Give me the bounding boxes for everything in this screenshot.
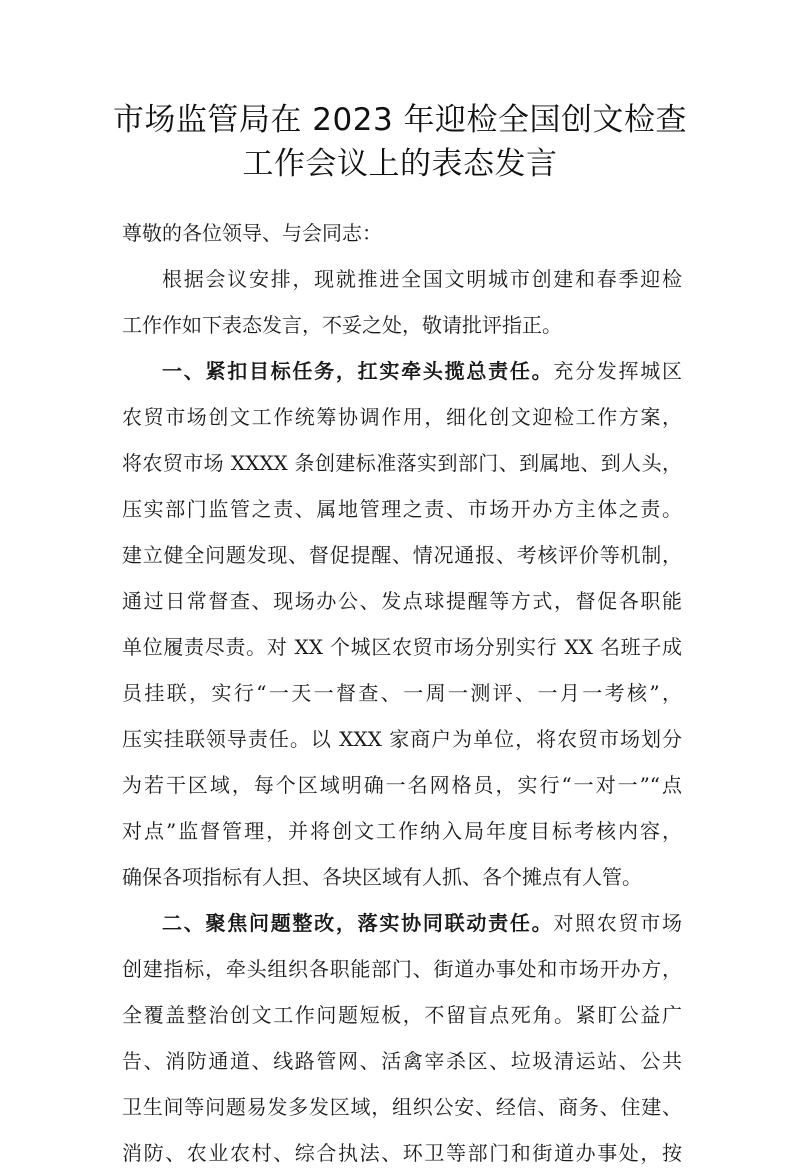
section-1-line: 员挂联，实行“一天一督查、一周一测评、一月一考核”，	[122, 681, 682, 705]
section-1-line: 将农贸市场 XXXX 条创建标准落实到部门、到属地、到人头，	[122, 451, 682, 475]
document-body	[122, 210, 682, 1176]
title-line-2: 工作会议上的表态发言	[242, 146, 558, 182]
salutation: 尊敬的各位领导、与会同志：	[122, 221, 382, 245]
section-1-line: 农贸市场创文工作统筹协调作用，细化创文迎检工作方案，	[122, 405, 682, 429]
document-title	[0, 98, 800, 186]
section-1-line: 通过日常督查、现场办公、发点球提醒等方式，督促各职能	[122, 589, 682, 613]
section-1-line: 建立健全问题发现、督促提醒、情况通报、考核评价等机制，	[122, 543, 682, 567]
section-2-line: 全覆盖整治创文工作问题短板，不留盲点死角。紧盯公益广	[122, 1003, 682, 1027]
intro-line-1: 根据会议安排，现就推进全国文明城市创建和春季迎检	[162, 267, 682, 291]
section-1-heading: 一、紧扣目标任务，扛实牵头揽总责任。	[162, 359, 554, 383]
section-1-line: 压实挂联领导责任。以 XXX 家商户为单位，将农贸市场划分	[122, 727, 682, 751]
section-1-line-1-rest: 充分发挥城区	[553, 359, 682, 383]
section-1-line: 单位履责尽责。对 XX 个城区农贸市场分别实行 XX 名班子成	[122, 635, 682, 659]
section-2-heading: 二、聚焦问题整改，落实协同联动责任。	[162, 911, 554, 935]
section-2-line: 消防、农业农村、综合执法、环卫等部门和街道办事处，按	[122, 1141, 682, 1165]
section-2-line-1-rest: 对照农贸市场	[553, 911, 682, 935]
section-1-first-line	[122, 348, 682, 394]
section-1-line: 确保各项指标有人担、各块区域有人抓、各个摊点有人管。	[122, 865, 642, 889]
section-1-line: 对点”监督管理，并将创文工作纳入局年度目标考核内容，	[122, 819, 682, 843]
section-2-line: 创建指标，牵头组织各职能部门、街道办事处和市场开办方，	[122, 957, 682, 981]
section-2-first-line	[122, 900, 682, 946]
section-2-line: 卫生间等问题易发多发区域，组织公安、经信、商务、住建、	[122, 1095, 682, 1119]
section-1-line: 压实部门监管之责、属地管理之责、市场开办方主体之责。	[122, 497, 682, 521]
section-1-line: 为若干区域，每个区域明确一名网格员，实行“一对一”“点	[122, 773, 682, 797]
intro-line-2: 工作作如下表态发言，不妥之处，敬请批评指正。	[122, 313, 562, 337]
title-line-1: 市场监管局在 2023 年迎检全国创文检查	[112, 102, 688, 138]
section-2-line: 告、消防通道、线路管网、活禽宰杀区、垃圾清运站、公共	[122, 1049, 682, 1073]
